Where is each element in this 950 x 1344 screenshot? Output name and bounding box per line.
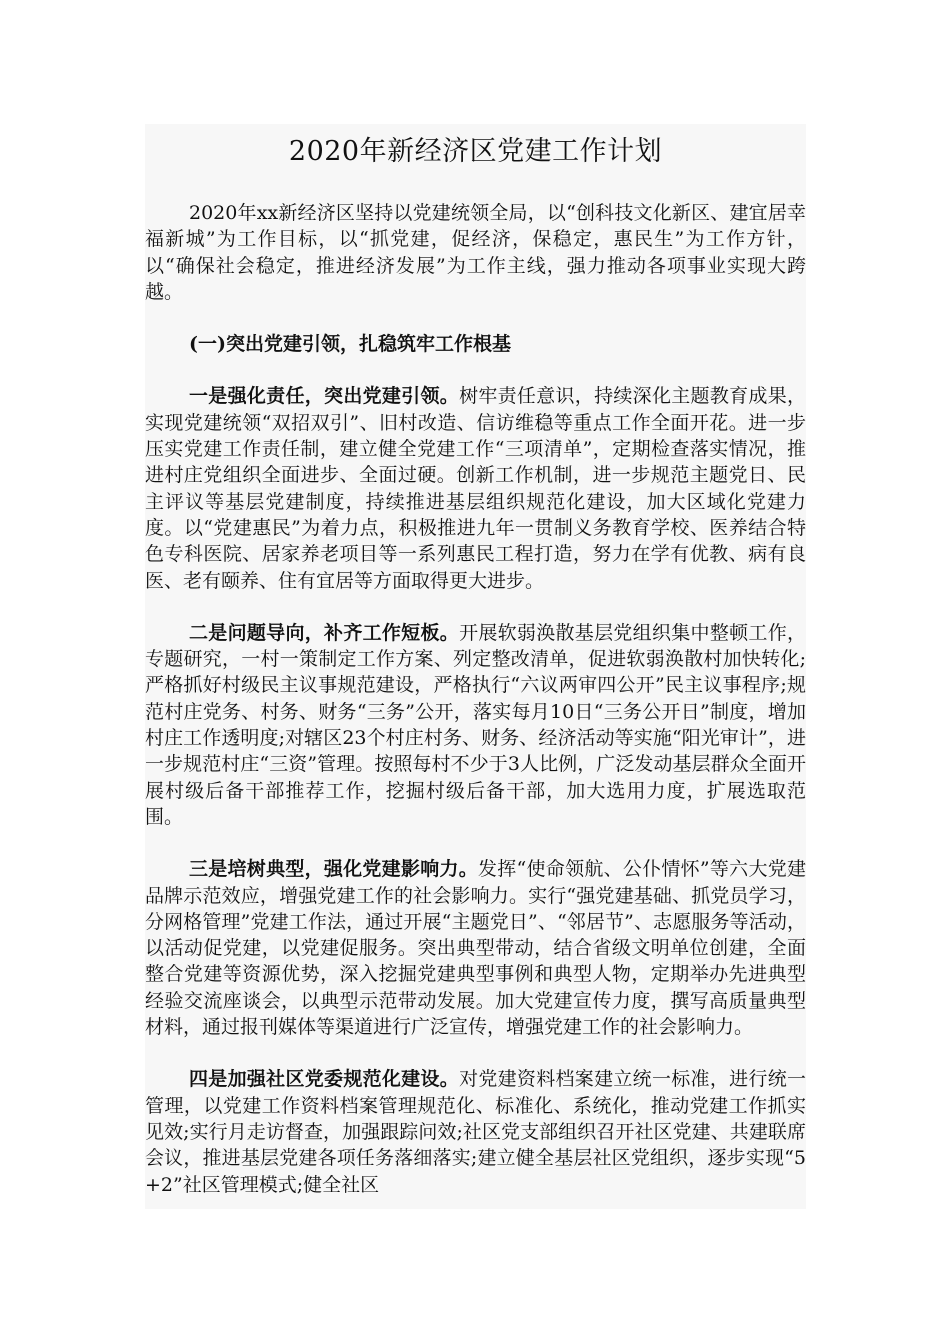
intro-paragraph: 2020年xx新经济区坚持以党建统领全局，以“创科技文化新区、建宜居幸福新城”为工作目标，以“抓党建，促经济，保稳定，惠民生”为工作方针，以“确保社会稳定，推进经济发展”为工作主线，强力推动各项事业实现大跨越。 xyxy=(145,202,806,303)
document-body xyxy=(145,200,806,1224)
item-body: 开展软弱涣散基层党组织集中整顿工作，专题研究，一村一策制定工作方案、列定整改清单，促进软弱涣散村加快转化;严格抓好村级民主议事规范建设，严格执行“六议两审四公开”民主议事程序;规范村庄党务、村务、财务“三务”公开，落实每月10日“三务公开日”制度，增加村庄工作透明度;对辖区23个村庄村务、财务、经济活动等实施“阳光审计”，进一步规范村庄“三资”管理。按照每村不少于3人比例，广泛发动基层群众全面开展村级后备干部推荐工作，挖掘村级后备干部，加大选用力度，扩展选取范围。 xyxy=(145,621,806,828)
item-lead: 一是强化责任，突出党建引领。 xyxy=(189,385,460,408)
document-title: 2020年新经济区党建工作计划 xyxy=(288,136,663,167)
item-lead: 三是培树典型，强化党建影响力。 xyxy=(189,858,479,881)
item-paragraph-4 xyxy=(145,1066,806,1197)
item-body: 树牢责任意识，持续深化主题教育成果，实现党建统领“双招双引”、旧村改造、信访维稳等重点工作全面开花。进一步压实党建工作责任制，建立健全党建工作“三项清单”，定期检查落实情况，推进村庄党组织全面进步、全面过硬。创新工作机制，进一步规范主题党日、民主评议等基层党建制度，持续推进基层组织规范化建设，加大区域化党建力度。以“党建惠民”为着力点，积极推进九年一贯制义务教育学校、医养结合特色专科医院、居家养老项目等一系列惠民工程打造，努力在学有优教、病有良医、老有颐养、住有宜居等方面取得更大进步。 xyxy=(145,385,806,592)
item-lead: 二是问题导向，补齐工作短板。 xyxy=(189,621,460,644)
item-lead: 四是加强社区党委规范化建设。 xyxy=(189,1068,460,1091)
section-heading: (一)突出党建引领，扎稳筑牢工作根基 xyxy=(189,333,511,356)
item-paragraph-3 xyxy=(145,856,806,1040)
item-paragraph-2 xyxy=(145,620,806,830)
item-body: 发挥“使命领航、公仆情怀”等六大党建品牌示范效应，增强党建工作的社会影响力。实行“强党建基础、抓党员学习，分网格管理”党建工作法，通过开展“主题党日”、“邻居节”、志愿服务等活动，以活动促党建，以党建促服务。突出典型带动，结合省级文明单位创建，全面整合党建等资源优势，深入挖掘党建典型事例和典型人物，定期举办先进典型经验交流座谈会，以典型示范带动发展。加大党建宣传力度，撰写高质量典型材料，通过报刊媒体等渠道进行广泛宣传，增强党建工作的社会影响力。 xyxy=(145,858,806,1039)
item-body: 对党建资料档案建立统一标准，进行统一管理，以党建工作资料档案管理规范化、标准化、系统化，推动党建工作抓实见效;实行月走访督查，加强跟踪问效;社区党支部组织召开社区党建、共建联席会议，推进基层党建各项任务落细落实;建立健全基层社区党组织，逐步实现“5+2”社区管理模式;健全社区 xyxy=(145,1068,806,1196)
item-paragraph-1 xyxy=(145,383,806,593)
